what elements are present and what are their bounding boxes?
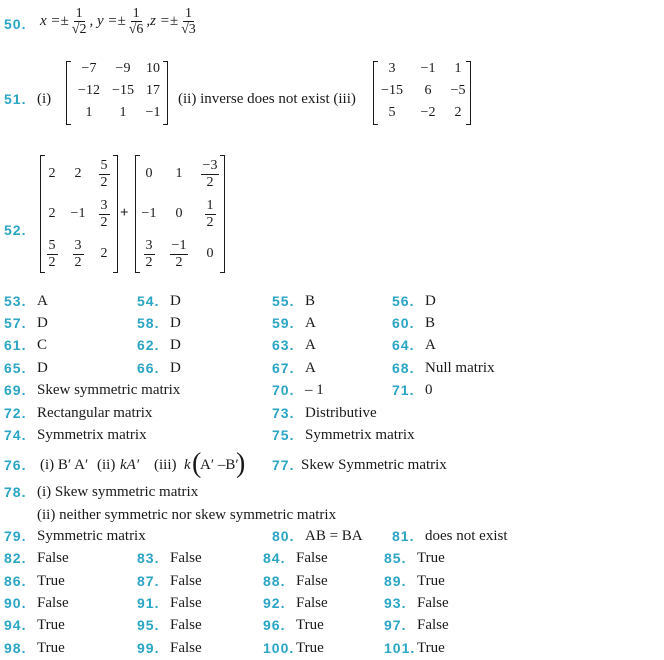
answer-text: Null matrix [425,360,495,376]
answer-text: True [37,573,65,589]
answer-text: Symmetrix matrix [37,427,147,443]
answer-text: Symmetric matrix [37,528,146,544]
denominator: 2 [145,254,153,270]
question-number: 67. [272,360,295,376]
question-number: 99. [137,640,160,656]
part-ii-iii-text: (ii) inverse does not exist (iii) [178,91,356,107]
answer-text: A [305,360,316,376]
question-number: 81. [392,528,415,544]
matrix-cell: −12 [78,83,100,98]
answer-text: False [37,595,69,611]
question-number: 78. [4,484,27,500]
cell-fraction [99,158,110,190]
denominator: 2 [206,214,214,230]
question-number: 60. [392,315,415,331]
question-number: 70. [272,382,295,398]
answer-text: False [417,617,449,633]
matrix-cell [195,195,225,233]
question-number: 83. [137,550,160,566]
matrix-cell: 1 [85,105,93,120]
matrix-cell [195,155,225,193]
answer-76 [4,448,664,480]
matrix-52-symmetric [40,155,118,273]
question-number: 100. [263,640,295,656]
answer-77: Skew Symmetric matrix [301,457,447,473]
matrix-cell: −1 [420,61,436,76]
question-number: 86. [4,573,27,589]
part-i: (i) B′ A′ [40,457,89,473]
question-number: 61. [4,337,27,353]
part-i-label: (i) [37,91,52,107]
fraction-x [70,6,89,38]
cell-value: −1 [141,206,157,221]
matrix-cell: 5 [388,105,396,120]
question-number: 90. [4,595,27,611]
question-number: 77. [272,457,295,473]
matrix-cell: −1 [145,105,161,120]
cell-fraction [47,238,58,270]
numerator: 5 [100,158,108,174]
question-number: 71. [392,382,415,398]
matrix-cell: 2 [454,105,462,120]
answer-text: True [296,617,324,633]
answer-text: A [305,337,316,353]
question-number: 52. [4,222,27,238]
question-number: 85. [384,550,407,566]
answer-text: False [170,617,202,633]
answer-text: B [425,315,436,331]
denominator: √3 [181,22,196,38]
question-number: 93. [384,595,407,611]
numerator: −1 [171,238,187,254]
formula-50 [40,6,199,38]
answer-text: 0 [425,382,433,398]
matrix-cell: −15 [112,83,134,98]
denominator: √2 [71,22,87,38]
question-number: 89. [384,573,407,589]
matrix-cell [164,195,194,233]
question-number: 51. [4,91,27,107]
answer-text: Skew symmetric matrix [37,382,181,398]
fraction-y [127,6,146,38]
answer-text: True [417,573,445,589]
answer-text: D [425,293,436,309]
answer-text: False [170,550,202,566]
matrix-cell [89,155,119,193]
matrix-cell: −15 [381,83,403,98]
numerator: 1 [132,6,140,21]
answer-text: D [37,315,48,331]
answer-text: Distributive [305,405,377,421]
part-ii-expr: kA′ [120,457,140,473]
answer-text: D [170,337,181,353]
denominator: 2 [100,214,108,230]
question-number: 57. [4,315,27,331]
denominator: 2 [100,174,108,190]
answer-text: True [417,640,445,656]
matrix-cell: 6 [424,83,432,98]
cell-value: 2 [74,166,82,181]
matrix-cell [164,235,194,273]
answer-text: True [417,550,445,566]
numerator: 3 [145,238,153,254]
question-number: 50. [4,16,27,32]
question-number: 92. [263,595,286,611]
answer-text: A [305,315,316,331]
question-number: 101. [384,640,416,656]
answer-text: – 1 [305,382,324,398]
right-paren: ) [236,448,246,479]
matrix-cell [134,195,164,233]
question-number: 80. [272,528,295,544]
denominator: √6 [128,22,144,38]
matrix-cell [134,155,164,193]
answer-text: False [170,595,202,611]
question-number: 96. [263,617,286,633]
y-eq: , y =± [89,13,126,30]
matrix-cell [89,235,119,273]
denominator: 2 [48,254,56,270]
answer-text: True [296,640,324,656]
cell-fraction [73,238,84,270]
matrix-51-iii [373,61,471,125]
cell-value: −1 [70,206,86,221]
answer-text: B [305,293,316,309]
question-number: 98. [4,640,27,656]
x-eq: x =± [40,13,69,30]
cell-fraction [201,158,220,190]
matrix-cell: 10 [146,61,160,76]
answer-text: True [37,617,65,633]
question-number: 87. [137,573,160,589]
answer-text: False [296,595,328,611]
answer-text: False [37,550,69,566]
question-number: 94. [4,617,27,633]
answer-text: False [170,640,202,656]
cell-value: 0 [175,206,183,221]
answer-78-ii: (ii) neither symmetric nor skew symmetric matrix [37,507,337,523]
cell-value: 2 [100,246,108,261]
numerator: 3 [100,198,108,214]
numerator: 1 [206,198,214,214]
answer-text: False [296,550,328,566]
matrix-cell: −9 [115,61,131,76]
denominator: 2 [206,174,214,190]
part-iii-k: k [184,457,191,473]
answer-text: True [37,640,65,656]
question-number: 59. [272,315,295,331]
denominator: 2 [175,254,183,270]
matrix-cell: −2 [420,105,436,120]
answer-78-i: (i) Skew symmetric matrix [37,484,199,500]
left-paren: ( [192,448,202,479]
answer-text: False [417,595,449,611]
answer-text: A [37,293,48,309]
matrix-52-skew [135,155,225,273]
matrix-cell [134,235,164,273]
question-number: 56. [392,293,415,309]
question-number: 53. [4,293,27,309]
question-number: 68. [392,360,415,376]
matrix-cell: −5 [450,83,466,98]
numerator: 5 [48,238,56,254]
cell-value: 0 [145,166,153,181]
answer-text: False [170,573,202,589]
answer-text: D [37,360,48,376]
matrix-cell: 1 [454,61,462,76]
question-number: 88. [263,573,286,589]
matrix-cell: 1 [119,105,127,120]
numerator: 1 [184,6,192,21]
question-number: 58. [137,315,160,331]
part-iii-label: (iii) [154,457,177,473]
matrix-cell [195,235,225,273]
numerator: −3 [202,158,218,174]
denominator: 2 [74,254,82,270]
cell-fraction [170,238,189,270]
answer-text: C [37,337,48,353]
question-number: 55. [272,293,295,309]
answer-text: Symmetrix matrix [305,427,415,443]
matrix-51-i [66,61,168,125]
part-iii-expr: A′ –B′ [200,457,239,473]
question-number: 82. [4,550,27,566]
answer-text: D [170,360,181,376]
question-number: 79. [4,528,27,544]
numerator: 3 [74,238,82,254]
question-number: 65. [4,360,27,376]
answer-text: does not exist [425,528,508,544]
question-number: 64. [392,337,415,353]
answer-text: D [170,315,181,331]
answer-text: D [170,293,181,309]
question-number: 62. [137,337,160,353]
question-number: 74. [4,427,27,443]
answer-text: False [296,573,328,589]
question-number: 73. [272,405,295,421]
answer-text: A [425,337,436,353]
fraction-z [179,6,198,38]
question-number: 97. [384,617,407,633]
cell-value: 1 [175,166,183,181]
matrix-cell: 17 [146,83,160,98]
answer-text: AB = BA [305,528,363,544]
question-number: 63. [272,337,295,353]
cell-value: 2 [48,206,56,221]
cell-fraction [144,238,155,270]
question-number: 75. [272,427,295,443]
matrix-cell: 3 [388,61,396,76]
part-ii-label: (ii) [97,457,116,473]
cell-fraction [99,198,110,230]
question-number: 76. [4,457,27,473]
matrix-cell [89,195,119,233]
plus-sign: + [120,205,129,221]
numerator: 1 [75,6,83,21]
cell-value: 2 [48,166,56,181]
question-number: 54. [137,293,160,309]
question-number: 66. [137,360,160,376]
question-number: 72. [4,405,27,421]
answer-text: Rectangular matrix [37,405,153,421]
matrix-cell: −7 [81,61,97,76]
question-number: 84. [263,550,286,566]
question-number: 69. [4,382,27,398]
cell-fraction [205,198,216,230]
question-number: 95. [137,617,160,633]
cell-value: 0 [206,246,214,261]
matrix-cell [164,155,194,193]
z-eq: ,z =± [146,13,179,30]
question-number: 91. [137,595,160,611]
